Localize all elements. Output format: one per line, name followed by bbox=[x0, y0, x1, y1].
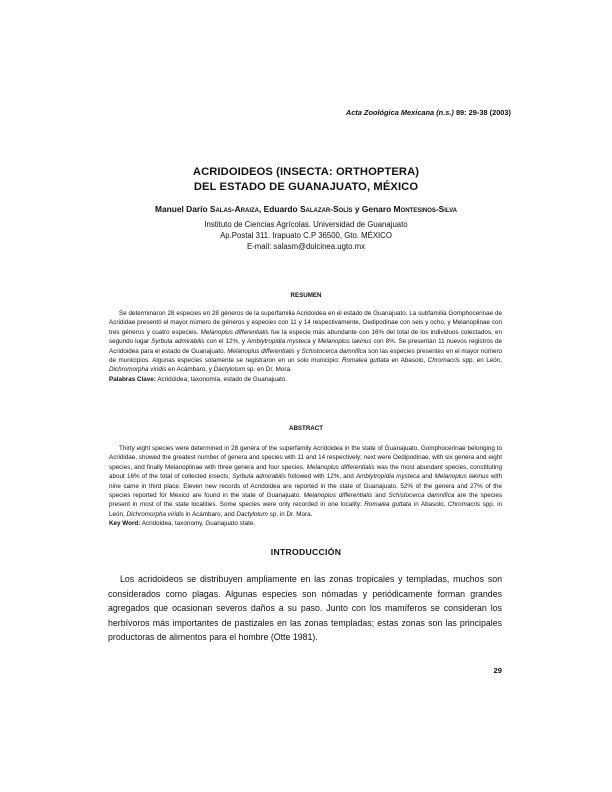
keywords-text: Acridoidea, taxonomía, estado de Guanajuato. bbox=[157, 375, 288, 383]
author-1-surname: Salas-Araiza bbox=[209, 204, 259, 214]
species-name: Romalea guttata bbox=[364, 501, 412, 509]
species-name: Amblytropidia mysteca bbox=[247, 338, 311, 346]
species-name: Melanoplus differentialis bbox=[303, 492, 373, 500]
journal-volume: 89: 29-38 (2003) bbox=[455, 108, 511, 117]
species-name: Chromacris bbox=[447, 501, 481, 509]
species-name: Melanoplus differentialis bbox=[227, 347, 295, 355]
introduccion-body bbox=[108, 572, 502, 645]
resumen-heading: RESUMEN bbox=[290, 292, 322, 299]
page-number: 29 bbox=[493, 666, 502, 675]
species-name: Melanoplus lakinus bbox=[434, 473, 489, 481]
species-name: Dichromorpha viridis bbox=[126, 510, 184, 518]
abstract-heading: ABSTRACT bbox=[288, 425, 324, 432]
species-name: Schistocerca damnifica bbox=[301, 347, 367, 355]
species-name: Chromacris bbox=[427, 357, 460, 365]
species-name: Dactylotum bbox=[213, 366, 246, 374]
journal-citation bbox=[346, 108, 511, 117]
author-conjunction: y bbox=[354, 204, 360, 214]
keywords-label: Key Word: bbox=[109, 520, 141, 528]
species-name: Melanoplus differentialis bbox=[200, 328, 269, 336]
abstract-keywords bbox=[109, 519, 502, 528]
affiliation-email: E-mail: salasm@dulcinea.ugto.mx bbox=[247, 242, 365, 251]
species-name: Melanoplus differentialis bbox=[306, 463, 375, 471]
abstract-body bbox=[109, 444, 502, 529]
affiliation bbox=[0, 219, 612, 252]
author-3-given: Genaro bbox=[361, 204, 392, 214]
author-1-given: Manuel Darío bbox=[154, 204, 208, 214]
author-2-surname: Salazar-Solís bbox=[299, 204, 353, 214]
keywords-text: Acridoidea, taxonomy, Guanajuato state. bbox=[141, 520, 256, 528]
keywords-label: Palabras Clave: bbox=[109, 375, 156, 383]
species-name: Amblytropidia mysteca bbox=[355, 473, 420, 481]
title-line-2: DEL ESTADO DE GUANAJUATO, MÉXICO bbox=[193, 180, 419, 193]
species-name: Romalea guttata bbox=[342, 357, 389, 365]
affiliation-line-1: Instituto de Ciencias Agrícolas. Universidad de Guanajuato bbox=[204, 220, 408, 229]
species-name: Dichromorpha viridis bbox=[109, 366, 167, 374]
paper-title bbox=[0, 165, 612, 194]
author-list: Manuel Darío Salas-Araiza, Eduardo Salazar-Solís y Genaro Montesinos-Silva bbox=[154, 204, 458, 214]
species-name: Syrbula admirabilis bbox=[232, 473, 286, 481]
introduccion-paragraph: Los acridoideos se distribuyen ampliamente en las zonas tropicales y templadas, muchos son considerados como plagas. Algunas especies son nómadas y periódicamente forman grandes agregados que ocasionan severos daños a su paso. Junto con los mamíferos se consideran los herbívoros más importantes de pastizales en las zonas templadas; estas zonas son las principales productoras de alimentos para el hombre (Otte 1981). bbox=[108, 574, 502, 643]
species-name: Melanoplus lakinus bbox=[317, 338, 372, 346]
species-name: Dactylotum bbox=[236, 510, 268, 518]
title-line-1: ACRIDOIDEOS (INSECTA: ORTHOPTERA) bbox=[192, 166, 420, 178]
resumen-body bbox=[109, 309, 502, 384]
species-name: Schistocerca damnifica bbox=[388, 492, 455, 500]
resumen-paragraph: Se determinaron 28 especies en 28 géneros de la superfamilia Acridoidea en el estado de Guanajuato. La subfamilia Gomphocerinae de Acrididae presentó el mayor número de géneros y especies con 11 y 14 respectivamente, Oedipodinae con seis y ocho, y Melanoplinae con tres géneros y cuatro especies. Melanoplus differentialis fue la especie más abundante con 16% del total de los individuos colectados, en segundo lugar Syrbula admirabilis con el 12%, y Amblytropidia mysteca y Melanoplus lakinus con 8%. Se presentan 11 nuevos registros de Acridoidea para el estado de Guanajuato. Melanoplus differentialis y Schistocerca damnifica son las especies presentes en el mayor número de municipios. Algunas especies solamente se registraron en un solo municipio: Romalea guttata en Abasolo, Chromacris spp. en León, Dichromorpha viridis en Acámbaro, y Dactylotum sp. en Dr. Mora. bbox=[109, 310, 503, 374]
introduccion-heading: INTRODUCCIÓN bbox=[270, 547, 342, 557]
journal-name: Acta Zoológica Mexicana (n.s.) bbox=[345, 108, 454, 117]
resumen-keywords bbox=[109, 375, 502, 384]
abstract-paragraph: Thirty eight species were determined in 28 genera of the superfamily Acridoidea in the state of Guanajuato. Gomphocerinae belonging to Acrididae, showed the greatest number of genera and species with 11 and 14 respectively; next were Oedipodinae, with six genera and eight species, and finally Melanoplinae with three genera and four species. Melanoplus differentialis was the most abundant species, constituting about 16% of the total of collected insects; Syrbula admirabilis followed with 12%, and Amblytropidia mysteca and Melanoplus lakinus with nine came in third place. Eleven new records of Acridoidea are reported in the state of Guanajuato. 52% of the genera and 27% of the species reported for Mexico are found in the state of Guanajuato. Melanoplus differentialis and Schistocerca damnifica are the species present in most of the state localities. Some species were only recorded in one locality: Romalea guttata in Abasolo, Chromacris spp. in León, Dichromorpha viridis in Acámbaro, and Dactylotum sp. in Dr. Mora. bbox=[109, 445, 503, 518]
species-name: Syrbula admirabilis bbox=[151, 338, 205, 346]
author-3-surname: Montesinos-Silva bbox=[393, 204, 458, 214]
affiliation-line-2: Ap.Postal 311. Irapuato C.P 36500, Gto. MÉXICO bbox=[220, 231, 392, 240]
author-2-given: Eduardo bbox=[263, 204, 298, 214]
